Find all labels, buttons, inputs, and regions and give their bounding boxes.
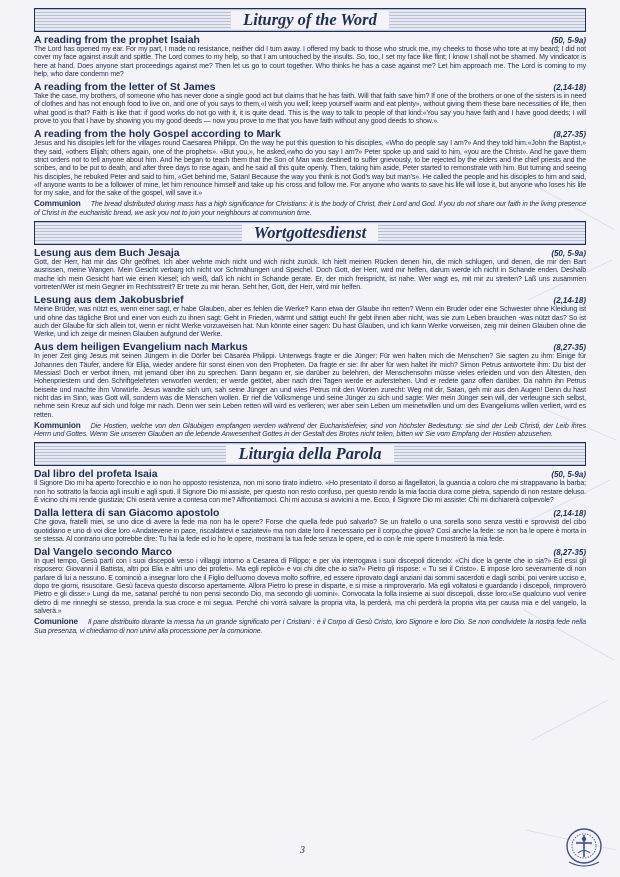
reading-header xyxy=(34,547,586,558)
section-banner xyxy=(34,8,586,32)
leaflet-page xyxy=(34,8,586,636)
reading-text: In quel tempo, Gesù partì con i suoi discepoli verso i villaggi intorno a Cesarea di Filippo; e per via interrogava i suoi discepoli dicendo: «Chi dice la gente che io sia?» Ed essi gli risposero: Giovanni il Battista, altri poi Elia e altri uno dei profeti». Ma egli replicò» e voi chi dite che io sia?» Pietro gli rispose: « Tu sei il Cristo». E impose loro severamente di non parlare di lui a nessuno. E cominciò a insegnar loro che il Figlio dell'uomo doveva molto soffrire, ed essere riprovato dagli anziani dai sommi sacerdoti e dagli scribi, poi venire ucciso e, dopo tre giorni, risuscitare. Gesù faceva questo discorso apertamente. Allora Pietro lo prese in disparte, e si mise a rimproverarlo. Ma egli voltatosi e guardando i discepoli, rimproverò Pietro e gli disse:» Lungi da me, satana! perché tu non pensi secondo Dio, ma secondo gli uomini». Convocata la folla insieme ai suoi discepoli, disse loro:«Se qualcuno vuol venire dietro di me rinneghi se stesso, prenda la sua croce e mi segua. Perché chi vorrà salvare la propria vita, la perderà, ma chi perderà la propria vita per causa mia e del vangelo, la salverà.» xyxy=(34,558,586,615)
reading-header xyxy=(34,342,586,353)
reading-header xyxy=(34,295,586,306)
section-german xyxy=(34,221,586,439)
reading-title: Lesung aus dem Jakobusbrief xyxy=(34,295,184,307)
reading-text: Take the case, my brothers, of someone who has never done a single good act but claims that he has faith. Will that faith save him? If one of the brothers or one of the sisters is in need of clothes and has not enough food to live on, and one of you says to them,«I wish you well; keep yourself warm and eat plenty», without giving them these bare necessities of life, then what good is that? Faith is like that: if good works do not go with it, it is quite dead. This is the way to talk to people of that kind:«You say you have faith and I have good deeds; I will prove to you that I have by showing you my good deeds — now you prove to me that you have faith without any good deeds to show.». xyxy=(34,93,586,126)
church-emblem-icon xyxy=(563,822,605,870)
reading-reference: (2,14-18) xyxy=(553,296,586,306)
communion-label: Kommunion xyxy=(34,420,81,430)
reading-text: In jener Zeit ging Jesus mit seinen Jüngern in die Dörfer bei Cäsaréa Philippi. Unterwegs fragte er die Jünger: Für wen halten mich die Menschen? Sie sagten zu ihm: Einige für Johannes den Täufer, andere für Elija, wieder andere für sonst einen von den Propheten. Da fragte er sie: Ihr aber für wen haltet ihr mich? Simon Petrus antwortete ihm: Du bist der Messias! Doch er verbot ihnen, mit jemand über ihn zu sprechen. Dann begann er, sie darüber zu belehren, der Menschensohn müsse vieles erleiden und von den Ältesten, den Hohenpriestern und den Schriftgelehrten verworfen werden; er werde getötet, aber nach drei Tagen werde er auferstehen. Und er redete ganz offen darüber. Da nahm ihn Petrus beiseite und machte ihm Vorwürfe. Jesus wandte sich um, sah seine Jünger an und wies Petrus mit den Worten zurecht: Weg mit dir, Satan, geh mir aus den Augen! Denn du hast nicht das im Sinn, was Gott will, sondern was die Menschen wollen. Er rief die Volksmenge und seine Jünger zu sich und sagte: Wer mein Jünger sein will, der verleugne sich selbst, nehme sein Kreuz auf sich und folge mir nach. Denn wer sein Leben retten will wird es verlieren; wer aber sein Leben um meinetwillen und um des Evangeliums willen verliert, wird es retten. xyxy=(34,353,586,419)
reading-title: Lesung aus dem Buch Jesaja xyxy=(34,248,180,260)
section-heading: Liturgia della Parola xyxy=(226,445,393,463)
communion-label: Comunione xyxy=(34,617,78,627)
reading-header xyxy=(34,35,586,46)
reading-reference: (8,27-35) xyxy=(553,548,586,558)
reading-reference: (2,14-18) xyxy=(553,83,586,93)
reading-title: Dal libro del profeta Isaia xyxy=(34,469,158,481)
communion-label: Communion xyxy=(34,199,81,209)
section-english xyxy=(34,8,586,218)
communion-note xyxy=(34,200,586,218)
reading-title: A reading from the letter of St James xyxy=(34,82,216,94)
reading-header xyxy=(34,508,586,519)
reading-reference: (8,27-35) xyxy=(553,343,586,353)
reading-text: Gott, der Herr, hat mir das Ohr geöffnet. Ich aber wehrte mich nicht und wich nicht zurück. Ich hielt meinen Rücken denen hin, die mich schlugen, und denen, die mir den Bart ausrissen, meine Wangen. Mein Gesicht verbarg ich nicht vor Schmähungen und Speichel. Doch Gott, der Herr, wird mir helfen, darum werde ich nicht in Schande enden. Deshalb mache ich mein Gesicht hart wie einen Kiesel; ich weiß, daß ich nicht in Schande gerate. Er, der mich freispricht, ist nahe. Wer wagt es, mit mir zu streiten? Laß uns zusammen vortreten!Wer ist mein Gegner im Rechtsstreit? Er trete zu mir heran. Seht her, Gott, der Herr, wird mir helfen. xyxy=(34,259,586,291)
reading-reference: (8,27-35) xyxy=(553,130,586,140)
reading-title: Dal Vangelo secondo Marco xyxy=(34,547,173,559)
reading-text: Meine Brüder, was nützt es, wenn einer sagt, er habe Glauben, aber es fehlen die Werke? Kann etwa der Glaube ihn retten? Wenn ein Bruder oder eine Schwester ohne Kleidung ist und ohne das tägliche Brot und einer von euch zu ihnen sagt: Geht in Frieden, wärmt und sättigt euch! Ihr gebt ihnen aber nicht, was sie zum Leben brauchen -was nützt das? So ist auch der Glaube für sich allein tot, wenn er nicht Werke vorzuweisen hat. Nun könnte einer sagen: Du hast Glauben, und ich kann Werke vorweisen, zeig mir deinen Glauben ohne die Werke, und ich zeige dir meinen Glauben aufgrund der Werke. xyxy=(34,306,586,339)
communion-text: Il pane distribuito durante la messa ha un grande significato per i Cristiani : è il Corpo di Gesù Cristo, loro Signore e loro Dio. Se non condividete la nostra fede nella Sua presenza, vi chiediamo di non unirvi alla processione per la comunione. xyxy=(34,619,586,635)
reading-text: Che giova, fratelli miei, se uno dice di avere la fede ma non ha le opere? Forse che quella fede può salvarlo? Se un fratello o una sorella sono senza vestiti e sprovvisti del cibo quotidiano e uno di voi dice loro «Andatevene in pace, riscaldatevi e saziatevi» ma non date loro il necessario per il corpo,che giova? Così anche la fede: se non ha le opere è morta in se stessa. Al contrario uno potrebbe dire: Tu hai la fede ed io ho le opere, mostrami la tua fede senza le opere, ed io con le mie opere ti mostrerò la mia fede. xyxy=(34,519,586,543)
reading-title: A reading from the prophet Isaiah xyxy=(34,35,200,46)
reading-title: Aus dem heiligen Evangelium nach Markus xyxy=(34,342,248,354)
reading-header xyxy=(34,82,586,93)
communion-note xyxy=(34,618,586,636)
section-heading: Liturgy of the Word xyxy=(231,11,389,29)
reading-text: Jesus and his disciples left for the villages round Caesarea Philippi. On the way he put this question to his disciples, «Who do people say I am?» And they told him.«John the Baptist,» they said, «others Elijah; others again, one of the prophets». «But you,», he asked,«who do you say I am?» Peter spoke up and said to him, «you are the Christ». And he gave them strict orders not to tell anyone about him. And he began to teach them that the Son of Man was destined to suffer grievously, to be rejected by the elders and the chief priests and the scribes, and to be put to death, and after three days to rise again, and he said all this quite openly. Then, taking him aside, Peter started to remonstrate with him. But turning and seeing his disciples, he rebuked Peter and said to him, «Get behind me, Satan! Because the way you think is not God's way but man's». He called the people and his disciples to him and said, «If anyone wants to be a follower of mine, let him renounce himself and take up his cross and follow me. For anyone who wants to save his life will lose it, but anyone who loses his life for my sake, and for the sake of the gospel, will save it.» xyxy=(34,140,586,198)
communion-note xyxy=(34,422,586,440)
reading-reference: (50, 5-9a) xyxy=(551,36,586,45)
reading-reference: (50, 5-9a) xyxy=(551,470,586,480)
reading-header xyxy=(34,129,586,140)
reading-reference: (50, 5-9a) xyxy=(551,249,586,259)
reading-title: Dalla lettera di san Giacomo apostolo xyxy=(34,508,220,520)
page-number: 3 xyxy=(300,845,305,856)
reading-title: A reading from the holy Gospel according to Mark xyxy=(34,129,281,141)
reading-reference: (2,14-18) xyxy=(553,509,586,519)
reading-text: Il Signore Dio mi ha aperto l'orecchio e io non ho opposto resistenza, non mi sono tirato indietro. «Ho presentato il dorso ai flagellatori, la guancia a coloro che mi strappavano la barba; non ho sottratto la faccia agli insulti e agli sputi. Il Signore Dio mi assiste, per questo non resto confuso, per questo rendo la mia faccia dura come pietra, sapendo di non restare deluso. È vicino chi mi rende giustizia; Chi oserà venire a contesa con me? Affrontiamoci. Chi mi accusa si avvicini a me. Ecco, il Signore Dio mi assiste: Chi mi dichiarerà colpevole? xyxy=(34,480,586,504)
section-italian xyxy=(34,442,586,635)
section-banner xyxy=(34,442,586,466)
communion-text: The bread distributed during mass has a high significance for Christians: it is the body of Christ, their Lord and God. If you do not share our faith in the living presence of Christ in the eucharistic bread, we ask you not to join your neighbours at communion time. xyxy=(34,201,586,217)
reading-header xyxy=(34,469,586,480)
section-banner xyxy=(34,221,586,245)
reading-text: The Lord has opened my ear. For my part, I made no resistance, neither did I turn away. I offered my back to those who struck me, my cheeks to those who tore at my beard; I did not cover my face against insult and spittle. The Lord comes to my help, so that I am untouched by the insults. So, too, I set my face like flint; I know I shall not be shamed. My vindicator is here at hand. Does anyone start proceedings against me? Then let us go to court together. Who thinks he has a case against me? Let him approach me. The Lord is coming to my help, who dare condemn me? xyxy=(34,46,586,78)
communion-text: Die Hostien, welche von den Gläubigen empfangen werden während der Eucharistiefeier, sind von höchster Bedeutung: sie sind der Leib Christi, der Leib ihres Herrn und Gottes. Wenn Sie unseren Glauben an die lebende Anwesenheit Gottes in der Gestalt des Brotes nicht teilen, bitten wir Sie vom Empfang der Hostien abzusehen. xyxy=(34,422,586,439)
reading-header xyxy=(34,248,586,259)
section-heading: Wortgottesdienst xyxy=(242,224,378,242)
